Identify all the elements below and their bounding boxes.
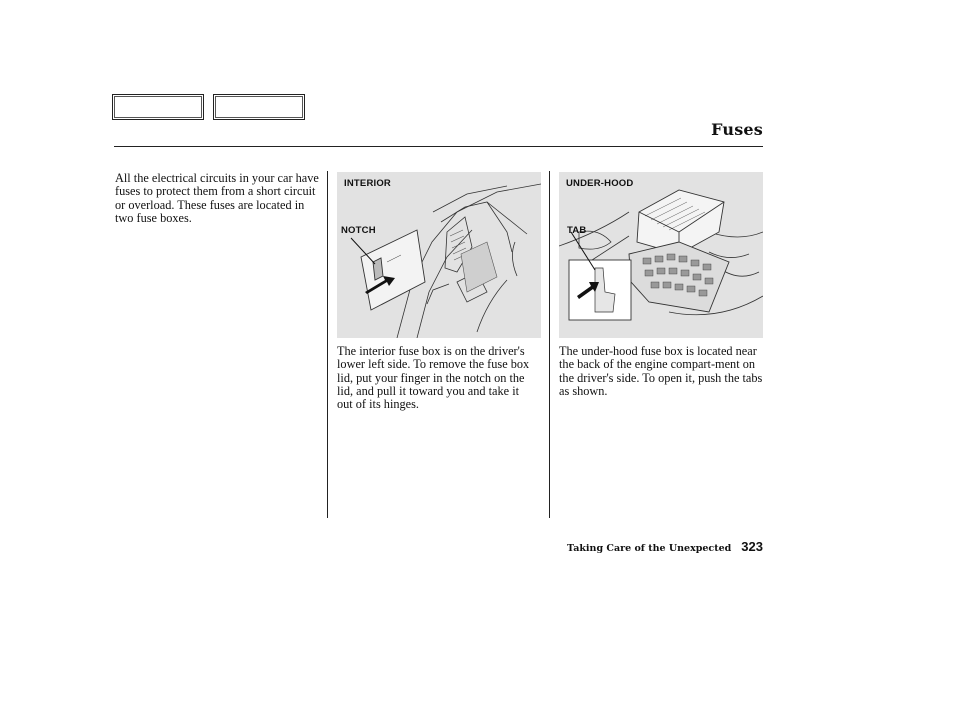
- column-divider-1: [327, 171, 328, 518]
- section-name: Taking Care of the Unexpected: [567, 543, 732, 554]
- interior-fuse-box-illustration: [337, 172, 541, 338]
- underhood-figure-label: UNDER-HOOD: [566, 178, 634, 189]
- tab-callout: TAB: [567, 225, 587, 236]
- interior-paragraph: The interior fuse box is on the driver's lower left side. To remove the fuse box lid, put your finger in the notch on the lid, and pull it toward you and take it out of its hinges.: [337, 344, 530, 412]
- nav-tab-box-2[interactable]: [213, 94, 305, 120]
- intro-paragraph: All the electrical circuits in your car have fuses to protect them from a short circuit or overload. These fuses are located in two fuse boxes.: [115, 171, 319, 225]
- interior-dash-drawing: [337, 172, 541, 338]
- interior-figure-label: INTERIOR: [344, 178, 391, 189]
- underhood-paragraph: The under-hood fuse box is located near the back of the engine compart-ment on the driver's side. To open it, push the tabs as shown.: [559, 344, 763, 398]
- header-rule: [114, 146, 763, 147]
- page-title: Fuses: [711, 120, 763, 139]
- column-divider-2: [549, 171, 550, 518]
- notch-callout: NOTCH: [341, 225, 376, 236]
- page-number: 323: [741, 539, 763, 554]
- underhood-fuse-box-drawing: [559, 172, 763, 338]
- page-footer: [567, 539, 763, 554]
- underhood-fuse-box-illustration: [559, 172, 763, 338]
- nav-tab-box-1[interactable]: [112, 94, 204, 120]
